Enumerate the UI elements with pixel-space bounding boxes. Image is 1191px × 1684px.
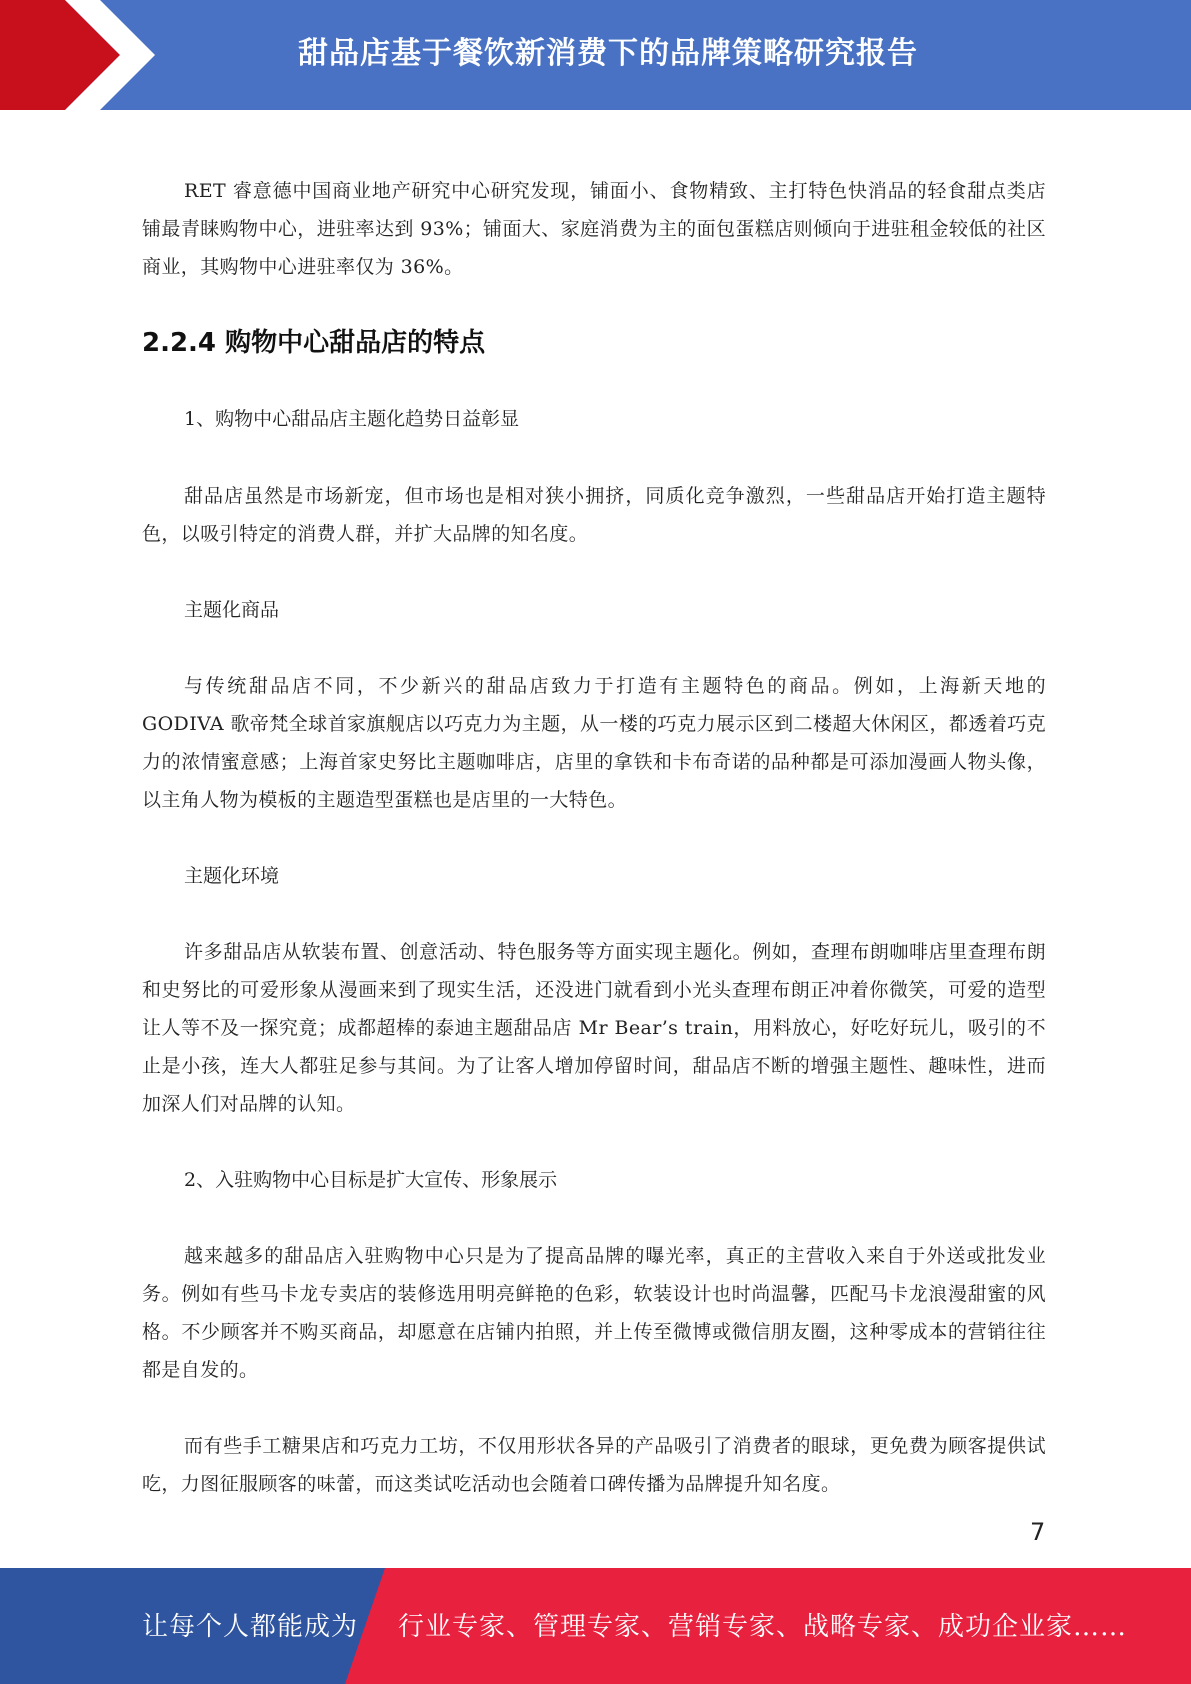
point2-title: 2、入驻购物中心目标是扩大宣传、形象展示 — [184, 1169, 558, 1191]
point2-paragraph2-block — [142, 1427, 1046, 1503]
intro-paragraph-block — [142, 172, 1046, 286]
sub2-paragraph-block — [142, 933, 1046, 1123]
sub2-paragraph: 许多甜品店从软装布置、创意活动、特色服务等方面实现主题化。例如，查理布朗咖啡店里查理布朗和史努比的可爱形象从漫画来到了现实生活，还没进门就看到小光头查理布朗正冲着你微笑，可爱的造型让人等不及一探究竟；成都超棒的泰迪主题甜品店 Mr Bear’s train，用料放心，好吃好玩儿，吸引的不止是小孩，连大人都驻足参与其间。为了让客人增加停留时间，甜品店不断的增强主题性、趣味性，进而加深人们对品牌的认知。 — [142, 941, 1046, 1115]
sub1-paragraph: 与传统甜品店不同，不少新兴的甜品店致力于打造有主题特色的商品。例如，上海新天地的 GODIVA 歌帝梵全球首家旗舰店以巧克力为主题，从一楼的巧克力展示区到二楼超大休闲区，都透着巧克力的浓情蜜意感；上海首家史努比主题咖啡店，店里的拿铁和卡布奇诺的品种都是可添加漫画人物头像，以主角人物为模板的主题造型蛋糕也是店里的一大特色。 — [142, 675, 1046, 811]
page-number: 7 — [1030, 1518, 1046, 1546]
point1-paragraph-block — [142, 477, 1046, 553]
section-heading: 2.2.4 购物中心甜品店的特点 — [142, 328, 486, 358]
point1-title: 1、购物中心甜品店主题化趋势日益彰显 — [184, 408, 520, 430]
point2-paragraph-1: 越来越多的甜品店入驻购物中心只是为了提高品牌的曝光率，真正的主营收入来自于外送或批发业务。例如有些马卡龙专卖店的装修选用明亮鲜艳的色彩，软装设计也时尚温馨，匹配马卡龙浪漫甜蜜的风格。不少顾客并不购买商品，却愿意在店铺内拍照，并上传至微博或微信朋友圈，这种零成本的营销往往都是自发的。 — [142, 1245, 1046, 1381]
page-footer — [0, 1568, 1191, 1684]
point2-paragraph1-block — [142, 1237, 1046, 1389]
point2-title-block — [142, 1161, 1046, 1199]
intro-paragraph: RET 睿意德中国商业地产研究中心研究发现，铺面小、食物精致、主打特色快消品的轻食甜点类店铺最青睐购物中心，进驻率达到 93%；铺面大、家庭消费为主的面包蛋糕店则倾向于进驻租金较低的社区商业，其购物中心进驻率仅为 36%。 — [142, 180, 1046, 278]
footer-slogan-right: 行业专家、管理专家、营销专家、战略专家、成功企业家…… — [398, 1612, 1128, 1642]
point1-title-block — [142, 400, 1046, 438]
footer-slogan-left: 让每个人都能成为 — [142, 1612, 359, 1642]
report-title: 甜品店基于餐饮新消费下的品牌策略研究报告 — [298, 36, 918, 71]
section-heading-block — [142, 322, 1046, 359]
point1-paragraph: 甜品店虽然是市场新宠，但市场也是相对狭小拥挤，同质化竞争激烈，一些甜品店开始打造主题特色，以吸引特定的消费人群，并扩大品牌的知名度。 — [142, 485, 1046, 545]
sub2-title: 主题化环境 — [184, 865, 280, 887]
point2-paragraph-2: 而有些手工糖果店和巧克力工坊，不仅用形状各异的产品吸引了消费者的眼球，更免费为顾客提供试吃，力图征服顾客的味蕾，而这类试吃活动也会随着口碑传播为品牌提升知名度。 — [142, 1435, 1046, 1495]
sub2-title-block — [142, 857, 1046, 895]
sub1-title-block — [142, 591, 1046, 629]
page-header — [0, 0, 1191, 110]
sub1-title: 主题化商品 — [184, 599, 280, 621]
sub1-paragraph-block — [142, 667, 1046, 819]
